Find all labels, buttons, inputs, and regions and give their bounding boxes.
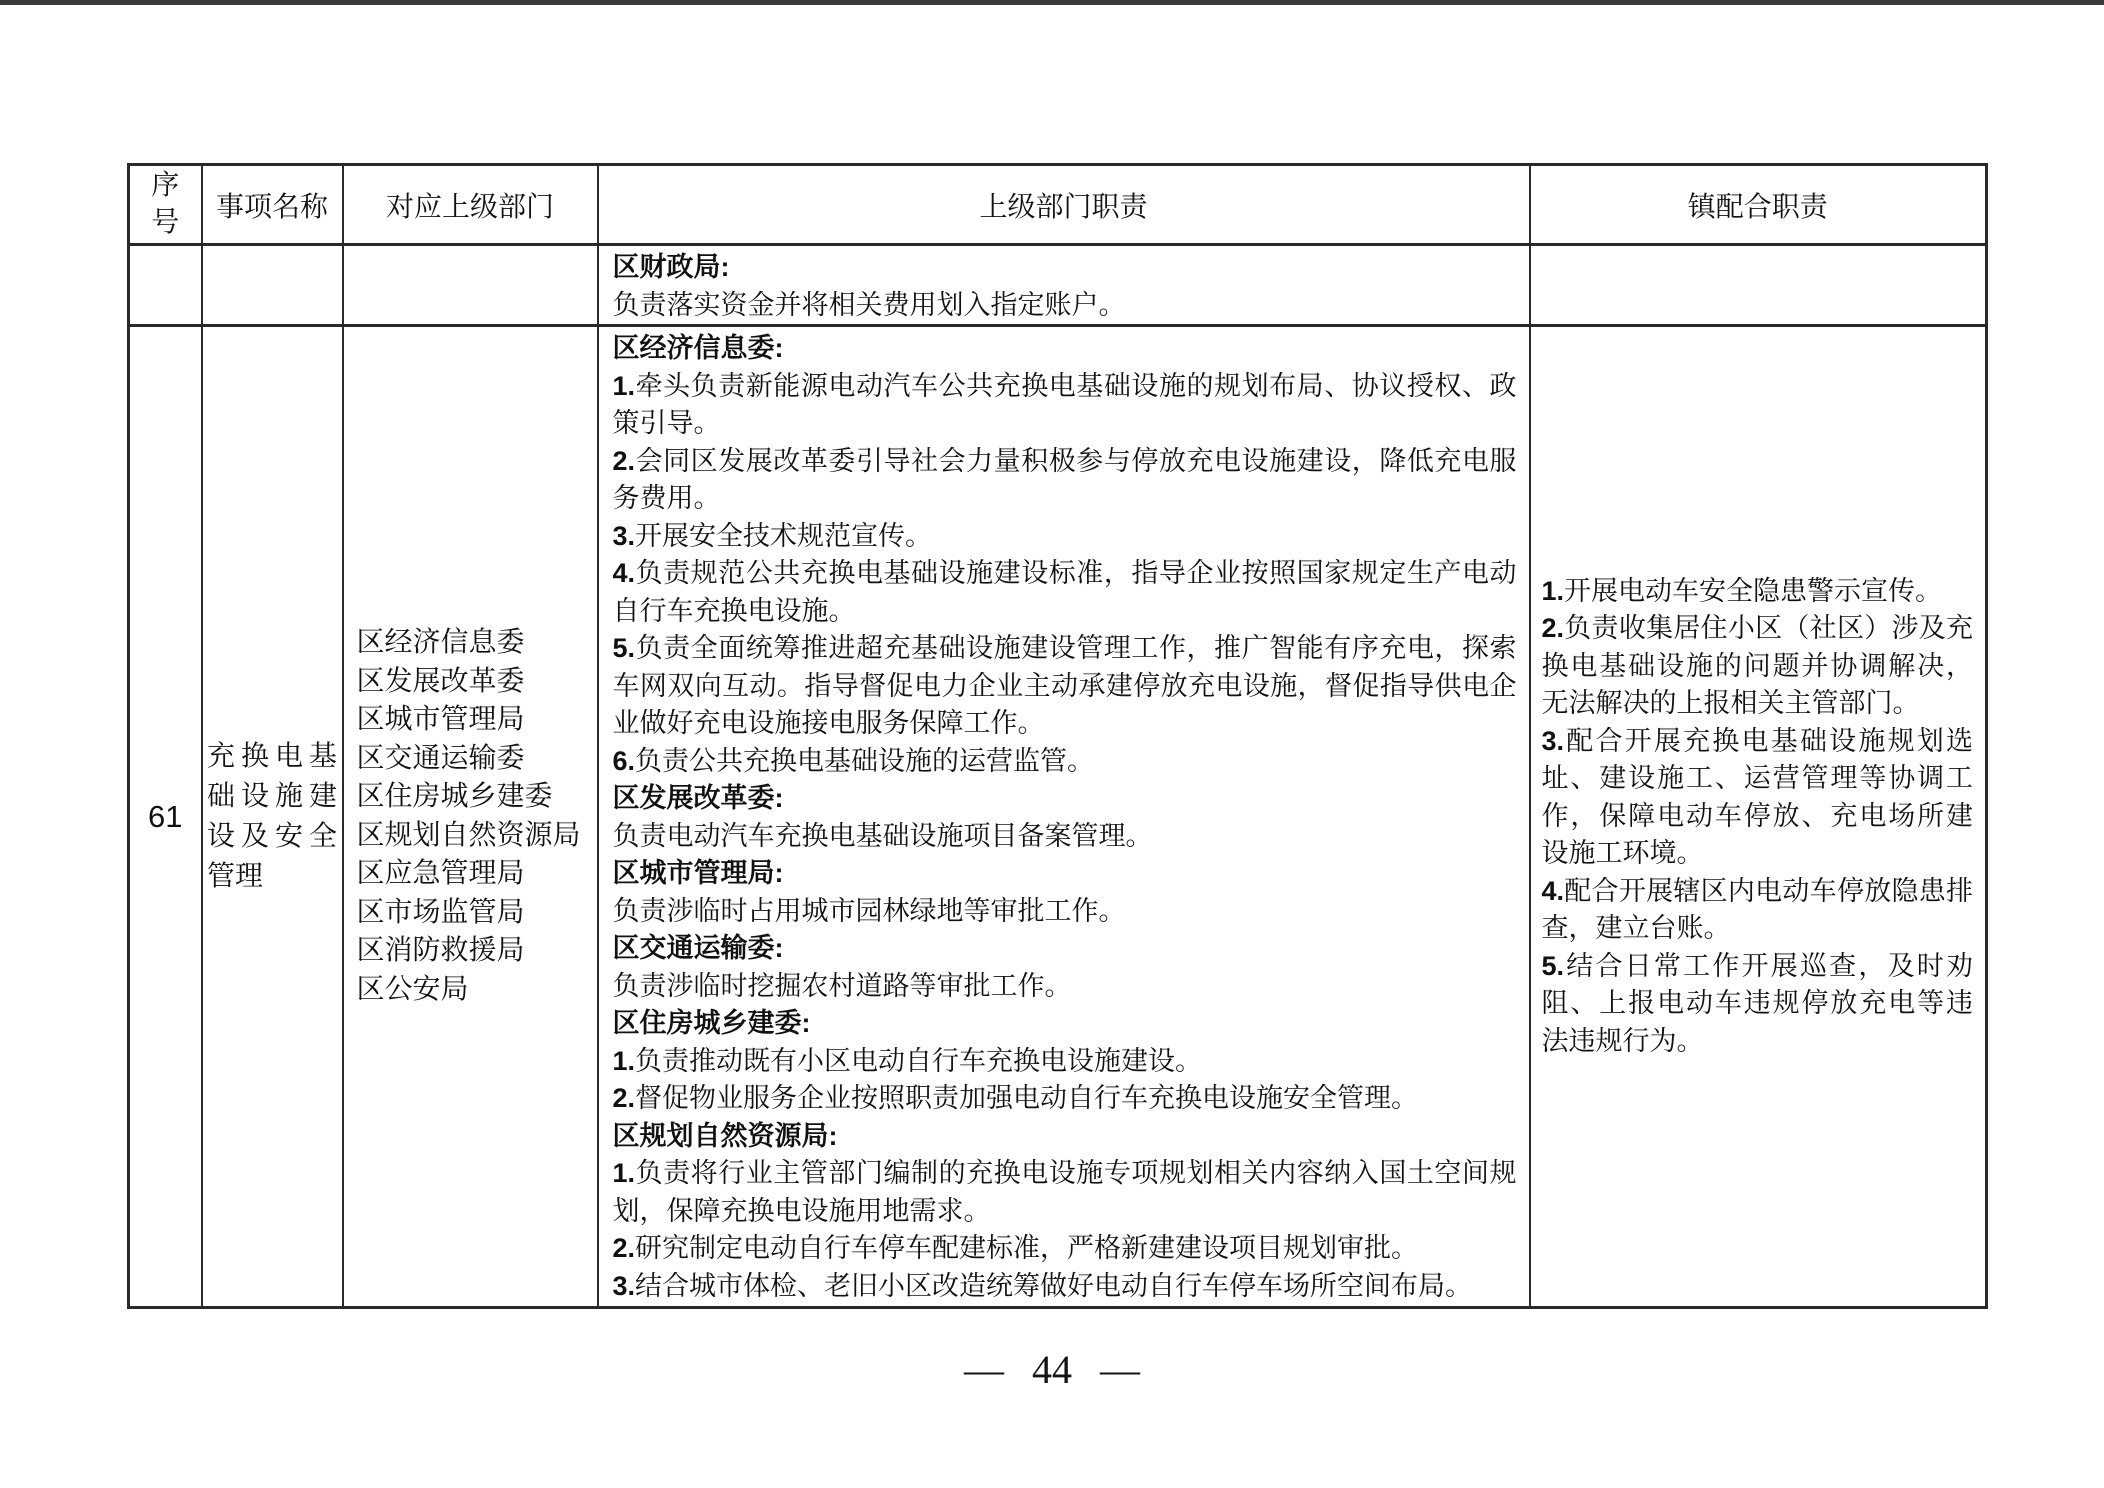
duty-item: 3.开展安全技术规范宣传。: [612, 520, 933, 551]
header-item-name: 事项名称: [202, 165, 343, 245]
superior-duties-cell: [598, 326, 1530, 1308]
duty-item: 负责涉临时挖掘农村道路等审批工作。: [612, 970, 1072, 1001]
item-number: 3.: [612, 520, 636, 551]
department-name: 区市场监管局: [356, 896, 525, 928]
department-name: 区交通运输委: [356, 742, 525, 774]
header-superior-department: 对应上级部门: [343, 165, 598, 245]
page-number: — 44 —: [964, 1347, 1140, 1392]
department-name: 区公安局: [356, 973, 469, 1005]
item-number: 1.: [612, 370, 636, 401]
item-number: 4.: [1541, 875, 1565, 906]
item-number: 1.: [1541, 575, 1565, 606]
item-name-line: 充换电基: [207, 740, 337, 772]
header-superior-duties: 上级部门职责: [598, 165, 1530, 245]
duty-item: 5.结合日常工作开展巡查，及时劝阻、上报电动车违规停放充电等违法违规行为。: [1541, 950, 1973, 1056]
item-number: 6.: [612, 745, 636, 776]
duty-item: 3.配合开展充换电基础设施规划选址、建设施工、运营管理等协调工作，保障电动车停放、充电场所建设施工环境。: [1541, 725, 1973, 869]
superior-department-list: [357, 624, 591, 1009]
duty-item: 1.牵头负责新能源电动汽车公共充换电基础设施的规划布局、协议授权、政策引导。: [612, 370, 1517, 438]
responsibility-table: [127, 163, 1988, 1309]
item-name-line: 设及安全: [207, 820, 337, 852]
item-number: 5.: [1541, 950, 1565, 981]
superior-duty-partial-text: [613, 249, 1517, 324]
duty-item: 1.负责将行业主管部门编制的充换电设施专项规划相关内容纳入国土空间规划，保障充换电设施用地需求。: [612, 1158, 1517, 1226]
superior-duty-partial-cell: [598, 245, 1530, 326]
duty-item: 4.配合开展辖区内电动车停放隐患排查，建立台账。: [1541, 875, 1973, 944]
item-number: 3.: [612, 1270, 636, 1301]
department-duty-title: 区财政局:: [612, 252, 730, 282]
item-number: 2.: [1541, 613, 1565, 644]
item-name-line: 管理: [207, 860, 264, 892]
duty-item: 2.研究制定电动自行车停车配建标准，严格新建建设项目规划审批。: [612, 1233, 1419, 1263]
item-number: 2.: [612, 1233, 636, 1263]
item-number: 1.: [612, 1158, 636, 1188]
department-name: 区经济信息委: [356, 627, 525, 658]
department-name: 区住房城乡建委: [356, 781, 553, 812]
department-name: 区发展改革委: [356, 665, 525, 697]
table-row-61: [129, 326, 1987, 1308]
header-serial: [129, 165, 202, 245]
superior-departments-cell: [343, 326, 598, 1308]
duty-item: 2.督促物业服务企业按照职责加强电动自行车充换电设施安全管理。: [612, 1083, 1419, 1113]
department-name: 区应急管理局: [356, 858, 525, 889]
duty-item: 4.负责规范公共充换电基础设施建设标准，指导企业按照国家规定生产电动自行车充换电设施。: [612, 558, 1517, 626]
department-duty-title: 区住房城乡建委:: [612, 1008, 811, 1038]
empty-cell: [129, 245, 202, 326]
duty-item: 负责落实资金并将相关费用划入指定账户。: [612, 289, 1126, 320]
department-name: 区规划自然资源局: [356, 819, 581, 851]
item-number: 2.: [612, 445, 636, 476]
item-number: 5.: [612, 633, 636, 663]
duty-item: 2.负责收集居住小区（社区）涉及充换电基础设施的问题并协调解决，无法解决的上报相关主管部门。: [1541, 613, 1973, 719]
duty-item: 1.负责推动既有小区电动自行车充换电设施建设。: [612, 1045, 1203, 1076]
empty-cell: [1530, 245, 1987, 326]
department-duty-title: 区经济信息委:: [612, 333, 784, 363]
town-duties-text: [1542, 573, 1974, 1061]
duty-item: 3.结合城市体检、老旧小区改造统筹做好电动自行车停车场所空间布局。: [612, 1270, 1473, 1301]
superior-duties-text: [613, 330, 1517, 1303]
item-name-cell: [202, 326, 343, 1308]
item-name-line: 础设施建: [207, 780, 337, 812]
item-name: [207, 737, 337, 897]
duty-item: 1.开展电动车安全隐患警示宣传。: [1541, 575, 1943, 606]
duty-item: 2.会同区发展改革委引导社会力量积极参与停放充电设施建设，降低充电服务费用。: [612, 445, 1517, 513]
table-row-partial: [129, 245, 1987, 326]
duty-item: 负责涉临时占用城市园林绿地等审批工作。: [612, 895, 1126, 926]
department-duty-title: 区交通运输委:: [612, 933, 784, 963]
department-duty-title: 区发展改革委:: [612, 783, 784, 813]
department-name: 区消防救援局: [356, 935, 525, 966]
empty-cell: [343, 245, 598, 326]
header-town-duties: 镇配合职责: [1530, 165, 1987, 245]
header-serial-label: 序号: [151, 169, 180, 238]
duty-item: 负责电动汽车充换电基础设施项目备案管理。: [612, 820, 1153, 851]
item-number: 2.: [612, 1083, 636, 1113]
item-number: 1.: [612, 1045, 636, 1076]
item-number: 4.: [612, 558, 636, 588]
department-duty-title: 区规划自然资源局:: [612, 1120, 838, 1151]
department-name: 区城市管理局: [356, 704, 525, 735]
item-number: 3.: [1541, 725, 1565, 756]
department-duty-title: 区城市管理局:: [612, 858, 784, 888]
duty-item: 6.负责公共充换电基础设施的运营监管。: [612, 745, 1095, 776]
window-top-edge: [0, 0, 2104, 5]
duty-item: 5.负责全面统筹推进超充基础设施建设管理工作，推广智能有序充电，探索车网双向互动。指导督促电力企业主动承建停放充电设施，督促指导供电企业做好充电设施接电服务保障工作。: [612, 633, 1517, 738]
table-header-row: [129, 165, 1987, 245]
serial-number: 61: [129, 326, 202, 1308]
town-duties-cell: [1530, 326, 1987, 1308]
empty-cell: [202, 245, 343, 326]
